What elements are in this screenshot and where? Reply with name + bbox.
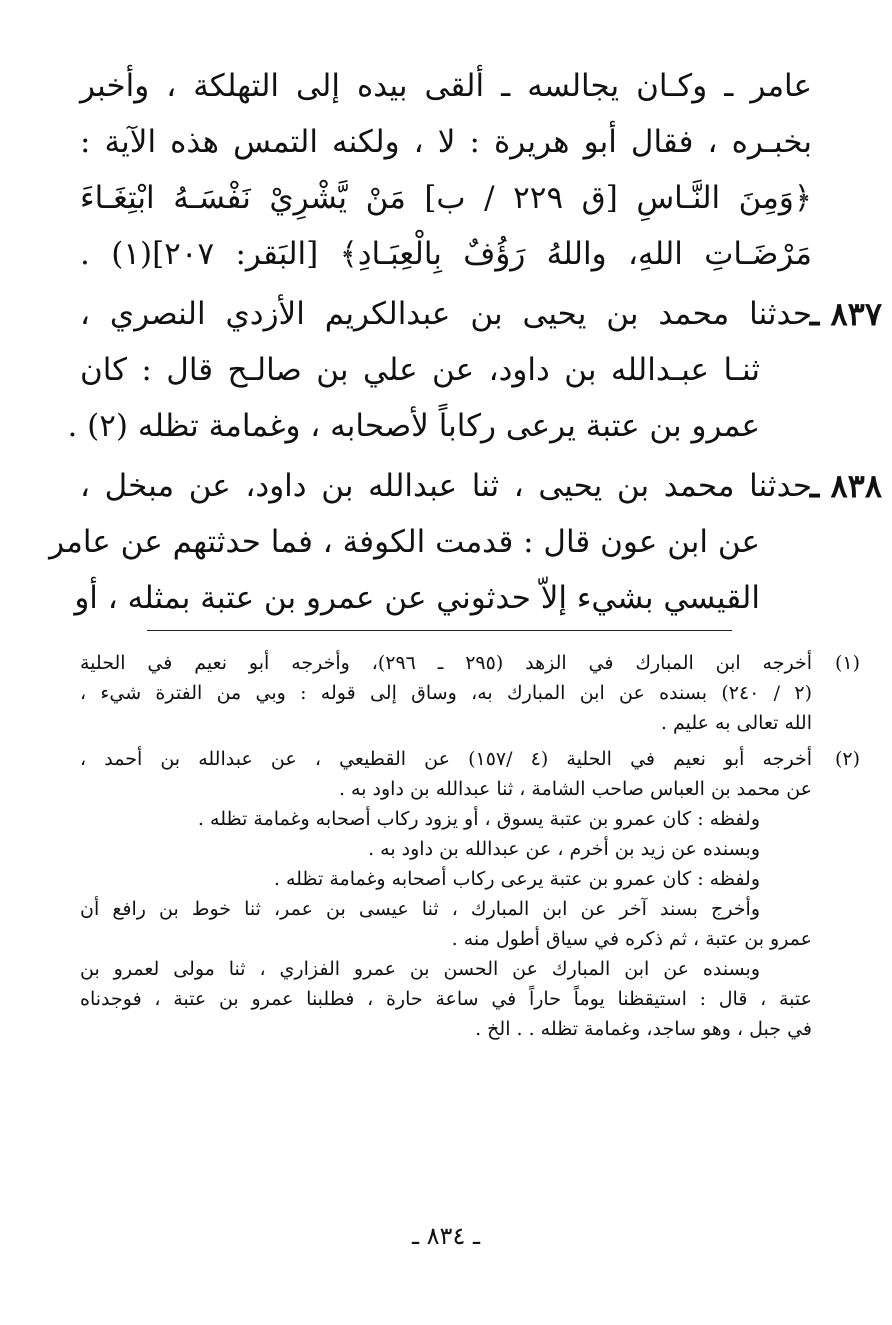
footnote-body	[80, 744, 812, 1044]
footnote-line: وبسنده عن ابن المبارك عن الحسن بن عمرو الفزاري ، ثنا مولى لعمرو بن	[80, 958, 760, 980]
text-line: حدثنا محمد بن يحيى ، ثنا عبدالله بن داود، عن مبخل ،	[80, 468, 812, 504]
footnote-line: أخرجه أبو نعيم في الحلية (٤ /١٥٧) عن القطيعي ، عن عبدالله بن أحمد ،	[80, 748, 812, 770]
footnote-line: وبسنده عن زيد بن أخرم ، عن عبدالله بن داود به .	[368, 838, 760, 860]
hadith-838	[49, 458, 882, 626]
intro-paragraph	[80, 58, 812, 282]
footnotes	[80, 648, 860, 1044]
footnote-line: وأخرج بسند آخر عن ابن المبارك ، ثنا عيسى بن عمر، ثنا خوط بن رافع أن	[80, 898, 760, 920]
main-text	[49, 58, 882, 626]
footnote-separator	[147, 630, 732, 631]
footnote-line: في جبل ، وهو ساجد، وغمامة تظله . . الخ .	[475, 1018, 812, 1040]
page-number: ـ ٨٣٤ ـ	[411, 1222, 480, 1250]
text-line: بخبـره ، فقال أبو هريرة : لا ، ولكنه التمس هذه الآية :	[80, 124, 812, 160]
footnote-line: أخرجه ابن المبارك في الزهد (٢٩٥ ـ ٢٩٦)، وأخرجه أبو نعيم في الحلية	[80, 652, 812, 674]
footnote-number: (٢)	[834, 748, 860, 770]
footnote-line: عتبة ، قال : استيقظنا يوماً حاراً في ساعة حارة ، فطلبنا عمرو بن عتبة ، فوجدناه	[80, 988, 812, 1010]
footnote-body	[80, 648, 812, 738]
text-line: عن ابن عون قال : قدمت الكوفة ، فما حدثتهم عن عامر	[49, 524, 760, 560]
hadith-number: ٨٣٨ ـ	[809, 467, 882, 505]
footnote-line: الله تعالى به عليم .	[660, 712, 812, 734]
text-line: ثنـا عبـدالله بن داود، عن علي بن صالـح قال : كان	[80, 352, 760, 388]
text-line: عمرو بن عتبة يرعى ركاباً لأصحابه ، وغمامة تظله (٢) .	[67, 408, 760, 444]
footnote-line: عمرو بن عتبة ، ثم ذكره في سياق أطول منه .	[451, 928, 812, 950]
text-line: عامر ـ وكـان يجالسه ـ ألقى بيده إلى التهلكة ، وأخبر	[80, 68, 812, 104]
text-line: حدثنا محمد بن يحيى بن عبدالكريم الأزدي النصري ،	[80, 296, 812, 332]
quran-verse-line: مَرْضَـاتِ اللهِ، واللهُ رَؤُفٌ بِالْعِبَـادِ﴾ [البَقر: ٢٠٧](١) .	[80, 236, 812, 272]
quran-verse-line: ﴿وَمِنَ النَّـاسِ [ق ٢٢٩ / ب] مَنْ يَّشْرِيْ نَفْسَـهُ ابْتِغَـاءَ	[80, 180, 812, 216]
footnote-line: ولفظه : كان عمرو بن عتبة يسوق ، أو يزود ركاب أصحابه وغمامة تظله .	[197, 808, 760, 830]
footnote-line: (٢ / ٢٤٠) بسنده عن ابن المبارك به، وساق إلى قوله : وبي من الفترة شيء ،	[80, 682, 812, 704]
footnote-line: عن محمد بن العباس صاحب الشامة ، ثنا عبدالله بن داود به .	[338, 778, 812, 800]
footnote-1	[80, 648, 860, 738]
hadith-837	[67, 286, 882, 454]
hadith-number: ٨٣٧ ـ	[809, 295, 882, 333]
footnote-number: (١)	[834, 652, 860, 674]
text-line: القيسي بشيء إلاّ حدثوني عن عمرو بن عتبة بمثله ، أو	[74, 580, 760, 616]
footnote-2	[80, 744, 860, 1044]
footnote-line: ولفظه : كان عمرو بن عتبة يرعى ركاب أصحابه وغمامة تظله .	[273, 868, 760, 890]
